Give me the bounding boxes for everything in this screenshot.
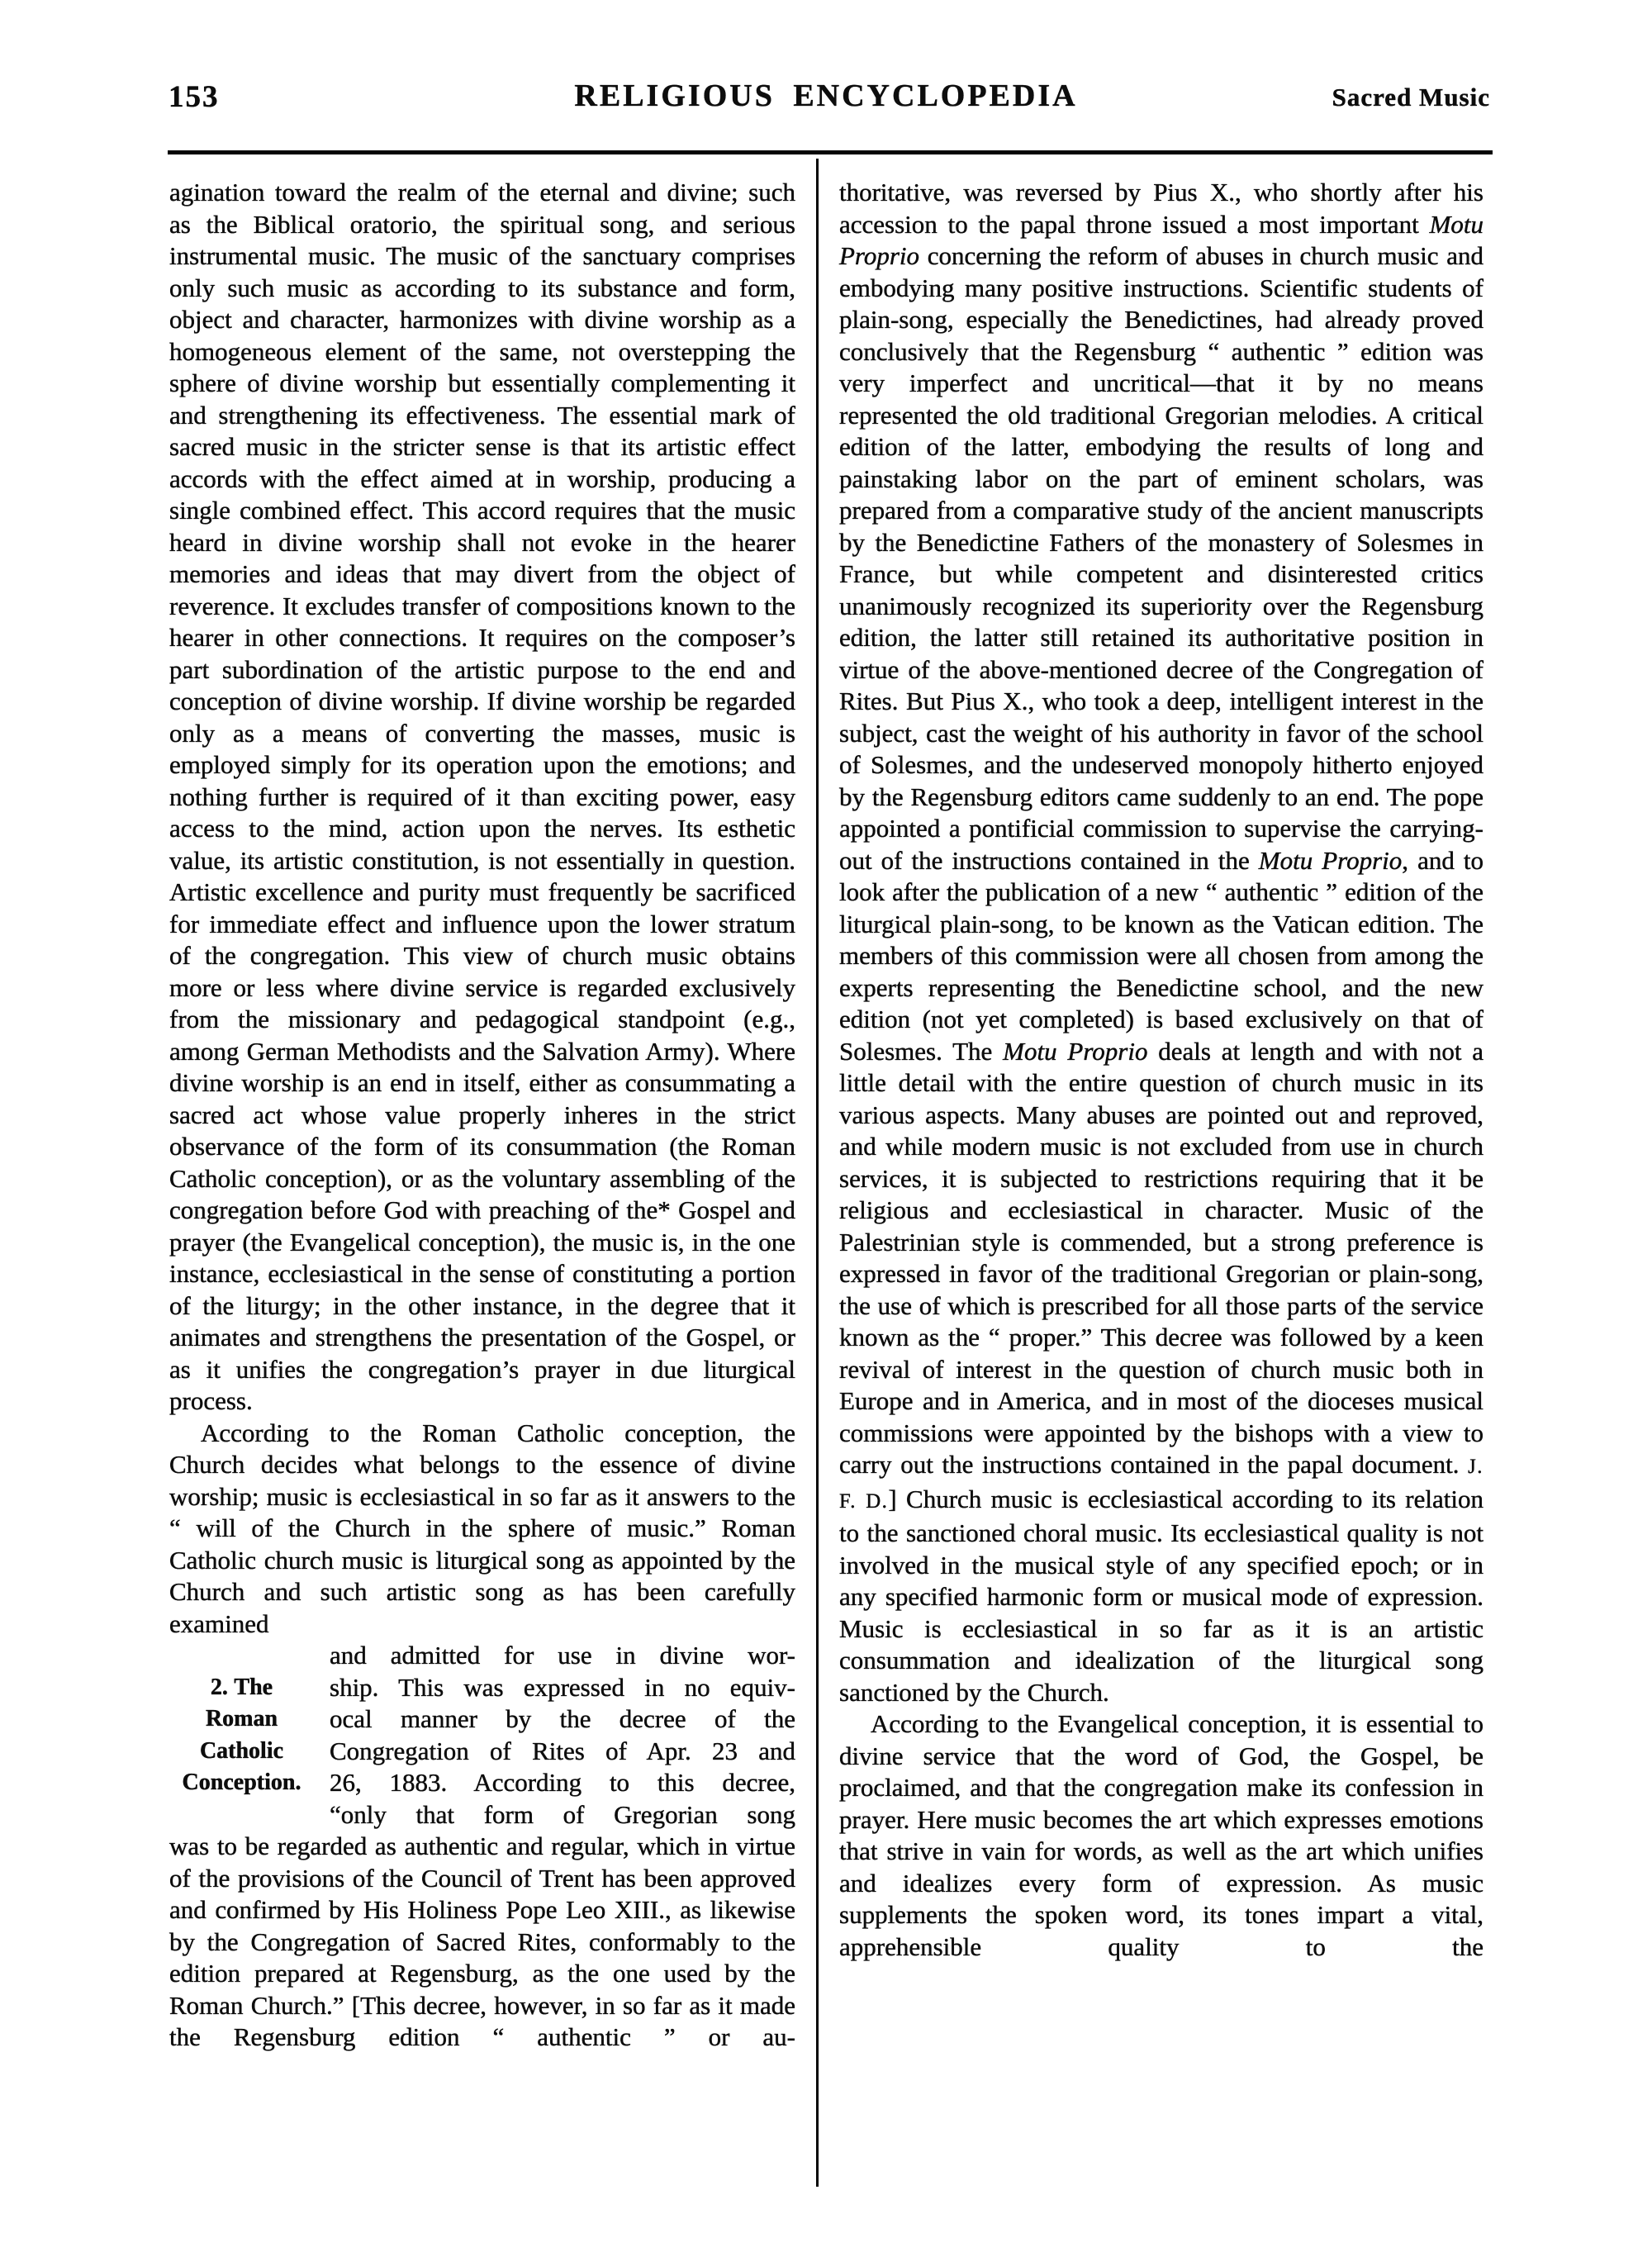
- sidenote-label: [173, 1672, 310, 1799]
- running-head-section: Sacred Music: [1332, 83, 1490, 112]
- decree-continuation-paragraph: was to be regarded as authentic and regular, which in virtue of the provisions of the Council of Trent has been approved and confirmed by His Holiness Pope Leo XIII., as likewise by the Congregation of Sacred Rites, conformably to the edition prepared at Regensburg, as the one used by the Roman Church.” [This decree, however, in so far as it made the Regensburg edition “ authentic ” or au-: [169, 1831, 795, 2051]
- sidenote-line: 2. The: [210, 1674, 273, 1700]
- right-column: [839, 177, 1483, 1963]
- left-column: [169, 177, 795, 2054]
- indented-line: Congregation of Rites of Apr. 23 and: [330, 1736, 795, 1765]
- indented-line: “only that form of Gregorian song: [330, 1799, 795, 1829]
- indented-text-lines: [330, 1640, 795, 1831]
- continuation-paragraph: agination toward the realm of the eternal and divine; such as the Biblical oratorio, the spiritual song, and serious instrumental music. The music of the sanctuary comprises only such music as according to its substance and form, object and character, harmonizes with divine worship as a homogeneous element of the same, not overstepping the sphere of divine worship but essentially complementing it and strengthening its effectiveness. The essential mark of sacred music in the stricter sense is that its artistic effect accords with the effect aimed at in worship, producing a single combined effect. This accord requires that the music heard in divine worship shall not evoke in the hearer memories and ideas that may divert from the object of reverence. It excludes transfer of compositions known to the hearer in other connections. It requires on the composer’s part subordination of the artistic purpose to the end and conception of divine worship. If divine worship be regarded only as a means of converting the masses, music is employed simply for its operation upon the emotions; and nothing further is required of it than exciting power, easy access to the mind, action upon the nerves. Its esthetic value, its artistic constitution, is not essentially in question. Artistic excellence and purity must frequently be sacrificed for immediate effect and influence upon the lower stratum of the congregation. This view of church music obtains more or less where divine service is regarded exclusively from the missionary and pedagogical standpoint (e.g., among German Methodists and the Salvation Army). Where divine worship is an end in itself, either as consummating a sacred act whose value properly inheres in the strict observance of the form of its consummation (the Roman Catholic conception), or as the voluntary assembling of the congregation before God with preaching of the* Gospel and prayer (the Evangelical conception), the music is, in the one instance, ecclesiastical in the sense of constituting a portion of the liturgy; in the other instance, in the degree that it animates and strengthens the presentation of the Gospel, or as it unifies the congregation’s prayer in due liturgical process.: [169, 178, 795, 1415]
- sidenote-block: [169, 1640, 795, 1831]
- sidenote-line: Catholic: [199, 1737, 284, 1764]
- indented-line: and admitted for use in divine wor-: [330, 1641, 795, 1670]
- roman-catholic-conception-paragraph: According to the Roman Catholic conception, the Church decides what belongs to the essence of divine worship; music is ecclesiastical in so far as it answers to the “ will of the Church in the sphere of music.” Roman Catholic church music is liturgical song as appointed by the Church and such artistic song as has been carefully examined: [169, 1418, 795, 1638]
- page-number: 153: [169, 80, 220, 114]
- header-rule: [168, 150, 1493, 154]
- indented-line: 26, 1883. According to this decree,: [330, 1768, 795, 1797]
- indented-line: ocal manner by the decree of the: [330, 1704, 795, 1733]
- indented-line: ship. This was expressed in no equiv-: [330, 1672, 795, 1702]
- column-divider-rule: [816, 159, 819, 2187]
- page-title: RELIGIOUS ENCYCLOPEDIA: [574, 78, 1078, 113]
- sidenote-line: Conception.: [182, 1770, 301, 1795]
- sidenote-line: Roman: [205, 1706, 278, 1732]
- evangelical-conception-paragraph: According to the Evangelical conception, it is essential to divine service that the word of God, the Gospel, be proclaimed, and that the congregation make its confession in prayer. Here music becomes the art which expresses emotions that strive in vain for words, as well as the art which unifies and idealizes every form of expression. As music supplements the spoken word, its tones impart a vital, apprehensible quality to the: [839, 1709, 1483, 1961]
- continuation-paragraph: thoritative, was reversed by Pius X., who shortly after his accession to the papal throne issued a most important Motu Proprio concerning the reform of abuses in church music and embodying many positive instructions. Scientific students of plain-song, especially the Benedictines, had already proved conclusively that the Regensburg “ authentic ” edition was very imperfect and uncritical—that it by no means represented the old traditional Gregorian melodies. A critical edition of the latter, embodying the results of long and painstaking labor on the part of eminent scholars, was prepared from a comparative study of the ancient manuscripts by the Benedictine Fathers of the monastery of Solesmes in France, but while competent and disinterested critics unanimously recognized its superiority over the Regensburg edition, the latter still retained its authoritative position in virtue of the above-mentioned decree of the Congregation of Rites. But Pius X., who took a deep, intelligent interest in the subject, cast the weight of his authority in favor of the school of Solesmes, and the undeserved monopoly hitherto enjoyed by the Regensburg editors came suddenly to an end. The pope appointed a pontificial commission to supervise the carrying-out of the instructions contained in the Motu Proprio, and to look after the publication of a new “ authentic ” edition of the liturgical plain-song, to be known as the Vatican edition. The members of this commission were all chosen from among the experts representing the Benedictine school, and the new edition (not yet completed) is based exclusively on that of Solesmes. The Motu Proprio deals at length and with not a little detail with the entire question of church music in its various aspects. Many abuses are pointed out and reproved, and while modern music is not excluded from use in church services, it is subjected to restrictions requiring that it be religious and ecclesiastical in character. Music of the Palestrinian style is commended, but a strong preference is expressed in favor of the traditional Gregorian or plain-song, the use of which is prescribed for all those parts of the service known as the “ proper.” This decree was followed by a keen revival of interest in the question of church music both in Europe and in America, and in most of the dioceses musical commissions were appointed by the bishops with a view to carry out the instructions contained in the papal document. J. F. D.] Church music is ecclesiastical according to its relation to the sanctioned choral music. Its ecclesiastical quality is not involved in the musical style of any specified epoch; or in any specified harmonic form or musical mode of expression. Music is ecclesiastical in so far as it is an artistic consummation and idealization of the liturgical song sanctioned by the Church.: [839, 178, 1484, 1707]
